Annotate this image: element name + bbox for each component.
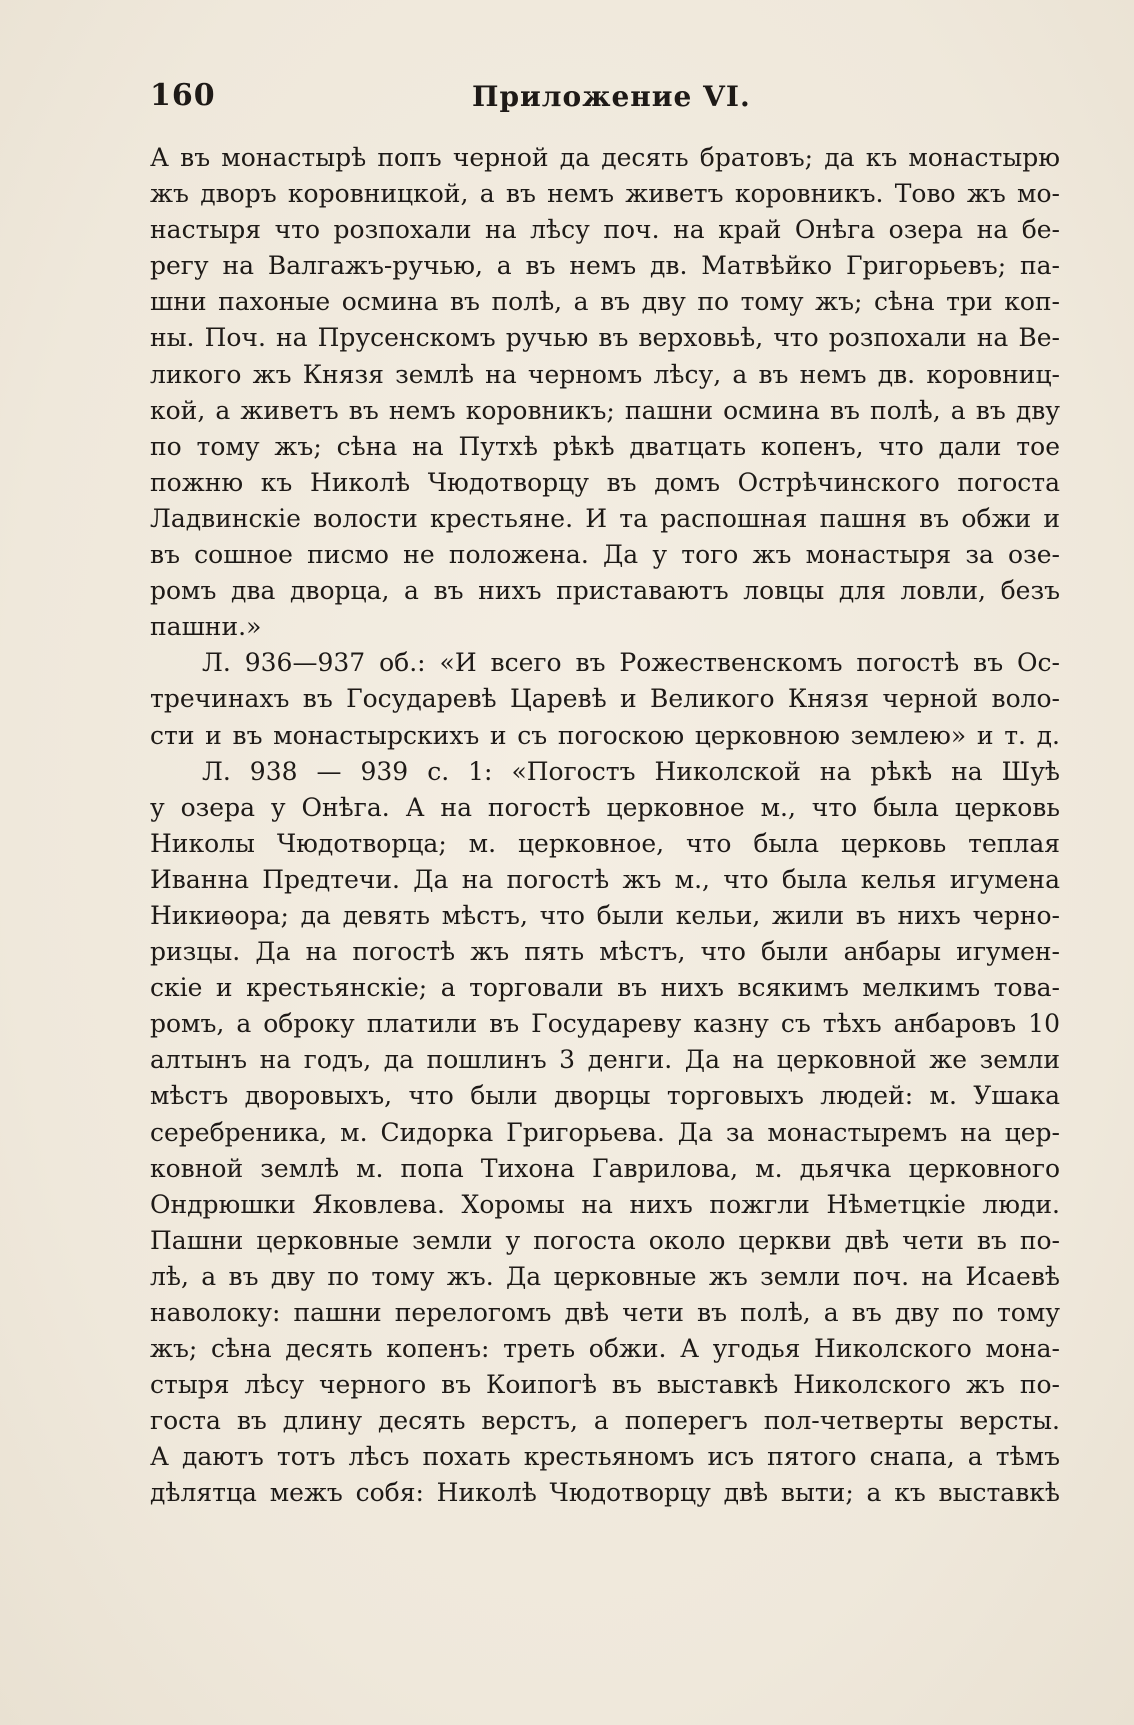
text-line: Л. 938 — 939 с. 1: «Погостъ Николской на рѣкѣ на Шуѣ — [202, 756, 1060, 786]
text-line: Пашни церковные земли у погоста около церкви двѣ чети въ по- — [150, 1225, 1060, 1255]
text-line: дѣлятца межъ собя: Николѣ Чюдотворцу двѣ выти; а къ выставкѣ — [150, 1478, 1060, 1508]
text-line: скіе и крестьянскіе; а торговали въ нихъ всякимъ мелкимъ това- — [150, 973, 1060, 1003]
text-line: тречинахъ въ Государевѣ Царевѣ и Великого Князя черной воло- — [150, 684, 1060, 714]
text-line: ны. Поч. на Прусенскомъ ручью въ верховьѣ, что розпохали на Ве- — [150, 323, 1060, 353]
text-line: стыря лѣсу черного въ Коипогѣ въ выставкѣ Николского жъ по- — [150, 1370, 1060, 1400]
text-line: пашни.» — [150, 612, 262, 642]
text-line: алтынъ на годъ, да пошлинъ 3 денги. Да на церковной же земли — [150, 1045, 1060, 1075]
text-line: мѣстъ дворовыхъ, что были дворцы торговыхъ людей: м. Ушака — [150, 1081, 1060, 1111]
running-title: Приложение VI. — [472, 80, 751, 113]
text-line: Николы Чюдотворца; м. церковное, что была церковь теплая — [150, 828, 1060, 858]
body-text — [150, 140, 1060, 1700]
text-line: госта въ длину десять верстъ, а поперегъ пол-четверты версты. — [150, 1406, 1060, 1436]
text-line: наволоку: пашни перелогомъ двѣ чети въ полѣ, а въ дву по тому — [150, 1298, 1060, 1327]
text-line: въ сошное писмо не положена. Да у того жъ монастыря за озе- — [150, 540, 1060, 570]
text-line: сти и въ монастырскихъ и съ погоскою церковною землею» и т. д. — [150, 720, 1060, 750]
text-line: настыря что розпохали на лѣсу поч. на край Онѣга озера на бе- — [150, 215, 1060, 245]
page-number: 160 — [150, 78, 216, 113]
text-line: ромъ два дворца, а въ нихъ приставаютъ ловцы для ловли, безъ — [150, 576, 1060, 606]
text-line: жъ дворъ коровницкой, а въ немъ живетъ коровникъ. Тово жъ мо- — [150, 179, 1060, 209]
text-line: лѣ, а въ дву по тому жъ. Да церковные жъ земли поч. на Исаевѣ — [150, 1261, 1060, 1291]
text-line: ковной землѣ м. попа Тихона Гаврилова, м. дьячка церковного — [150, 1153, 1060, 1183]
text-line: Ондрюшки Яковлева. Хоромы на нихъ пожгли Нѣметцкіе люди. — [150, 1189, 1060, 1219]
text-line: у озера у Онѣга. А на погостѣ церковное м., что была церковь — [150, 792, 1060, 822]
text-line: ликого жъ Князя землѣ на черномъ лѣсу, а въ немъ дв. коровниц- — [150, 359, 1060, 389]
text-line: кой, а живетъ въ немъ коровникъ; пашни осмина въ полѣ, а въ дву — [150, 395, 1060, 425]
text-line: серебреника, м. Сидорка Григорьева. Да за монастыремъ на цер- — [150, 1117, 1060, 1147]
text-line: Ладвинскіе волости крестьяне. И та распошная пашня въ обжи и — [150, 503, 1060, 533]
text-line: Иванна Предтечи. Да на погостѣ жъ м., что была келья игумена — [150, 864, 1060, 894]
text-line: ромъ, а оброку платили въ Государеву казну съ тѣхъ анбаровъ 10 — [150, 1009, 1060, 1039]
text-line: А въ монастырѣ попъ черной да десять братовъ; да къ монастырю — [150, 143, 1060, 172]
text-line: Л. 936—937 об.: «И всего въ Рожественскомъ погостѣ въ Ос- — [202, 648, 1060, 678]
text-line: ризцы. Да на погостѣ жъ пять мѣстъ, что были анбары игумен- — [150, 937, 1060, 967]
text-line: по тому жъ; сѣна на Путхѣ рѣкѣ дватцать копенъ, что дали тое — [150, 431, 1060, 461]
text-line: шни пахоные осмина въ полѣ, а въ дву по тому жъ; сѣна три коп- — [150, 287, 1060, 317]
text-line: Никиѳора; да девять мѣстъ, что были кельи, жили въ нихъ черно- — [150, 900, 1060, 930]
text-line: регу на Валгажъ-ручью, а въ немъ дв. Матвѣйко Григорьевъ; па- — [150, 251, 1060, 281]
text-line: пожню къ Николѣ Чюдотворцу въ домъ Острѣчинского погоста — [150, 467, 1060, 497]
text-line: жъ; сѣна десять копенъ: треть обжи. А угодья Николского мона- — [150, 1334, 1060, 1364]
page-header — [150, 78, 1040, 122]
text-line: А даютъ тотъ лѣсъ похать крестьяномъ исъ пятого снапа, а тѣмъ — [150, 1442, 1060, 1472]
